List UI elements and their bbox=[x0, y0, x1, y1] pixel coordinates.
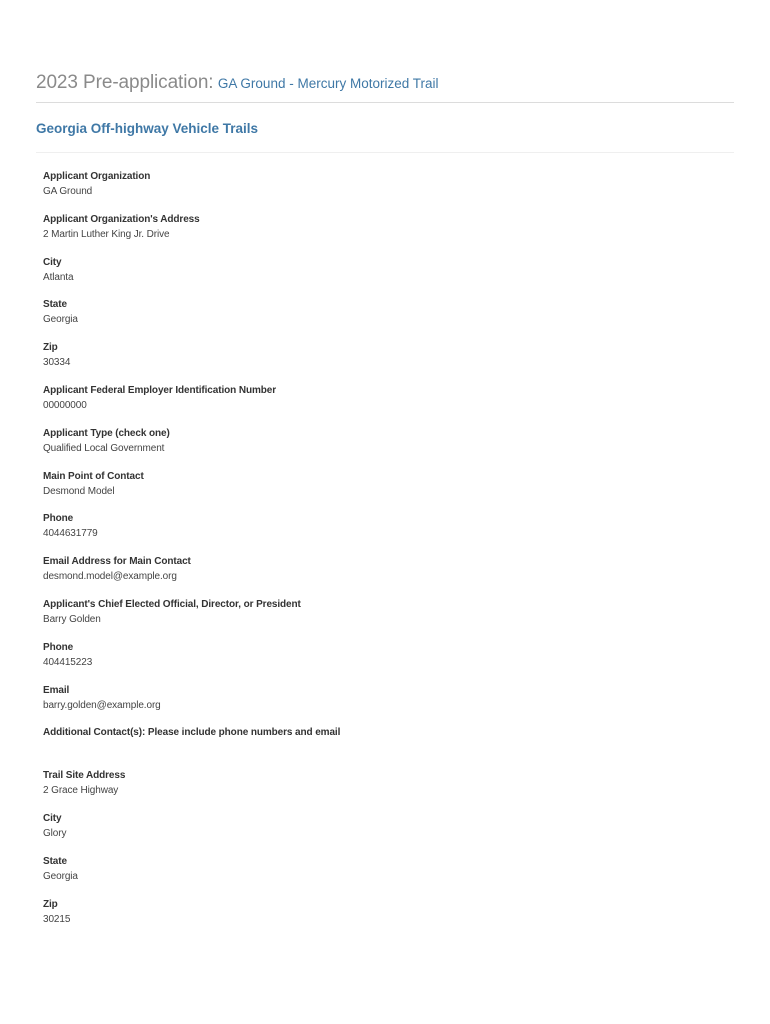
field-value: Desmond Model bbox=[43, 485, 115, 497]
field-value: 30215 bbox=[43, 913, 71, 925]
field-value: Atlanta bbox=[43, 271, 74, 283]
field-label: Applicant Organization's Address bbox=[43, 213, 200, 225]
field-value: desmond.model@example.org bbox=[43, 571, 177, 583]
field-main-contact bbox=[43, 470, 723, 513]
field-value: Glory bbox=[43, 827, 67, 839]
field-city bbox=[43, 256, 723, 299]
section-title: Georgia Off-highway Vehicle Trails bbox=[36, 121, 734, 153]
field-label: State bbox=[43, 299, 67, 311]
field-official-phone bbox=[43, 641, 723, 684]
field-applicant-organization bbox=[43, 170, 723, 213]
field-applicant-type bbox=[43, 427, 723, 470]
page-title bbox=[36, 72, 734, 103]
field-label: Email bbox=[43, 684, 70, 696]
field-trail-state bbox=[43, 855, 723, 898]
field-phone bbox=[43, 512, 723, 555]
field-value: 4044631779 bbox=[43, 528, 98, 540]
field-label: Applicant Federal Employer Identification Number bbox=[43, 384, 277, 396]
field-label: Phone bbox=[43, 513, 74, 525]
field-label: Main Point of Contact bbox=[43, 470, 144, 482]
field-label: Phone bbox=[43, 641, 74, 653]
application-name: GA Ground - Mercury Motorized Trail bbox=[217, 76, 439, 91]
field-label: Additional Contact(s): Please include phone numbers and email bbox=[43, 727, 341, 739]
field-trail-city bbox=[43, 812, 723, 855]
field-official-email bbox=[43, 684, 723, 727]
field-trail-site-address bbox=[43, 769, 723, 812]
field-applicant-address bbox=[43, 213, 723, 256]
field-fein bbox=[43, 384, 723, 427]
field-label: Applicant Organization bbox=[43, 171, 151, 182]
field-additional-contacts bbox=[43, 726, 723, 769]
field-value: 30334 bbox=[43, 357, 71, 369]
field-trail-zip bbox=[43, 898, 723, 941]
field-label: Email Address for Main Contact bbox=[43, 556, 191, 568]
field-state bbox=[43, 298, 723, 341]
field-list bbox=[43, 170, 723, 940]
field-label: City bbox=[43, 256, 62, 268]
field-label: Applicant Type (check one) bbox=[43, 427, 170, 439]
title-prefix: 2023 Pre-application: bbox=[36, 72, 214, 93]
field-value: 00000000 bbox=[43, 399, 87, 411]
field-label: Applicant's Chief Elected Official, Director, or President bbox=[43, 598, 301, 610]
field-value: GA Ground bbox=[43, 186, 93, 197]
field-zip bbox=[43, 341, 723, 384]
field-value: 404415223 bbox=[43, 656, 93, 668]
field-value: 2 Grace Highway bbox=[43, 785, 119, 797]
field-label: City bbox=[43, 812, 62, 824]
field-value: Qualified Local Government bbox=[43, 442, 165, 454]
field-label: State bbox=[43, 855, 67, 867]
field-label: Zip bbox=[43, 342, 58, 354]
field-value: Barry Golden bbox=[43, 613, 101, 625]
field-label: Trail Site Address bbox=[43, 770, 126, 782]
field-value: 2 Martin Luther King Jr. Drive bbox=[43, 228, 170, 240]
field-value: barry.golden@example.org bbox=[43, 699, 161, 711]
field-value: Georgia bbox=[43, 314, 78, 326]
field-value: Georgia bbox=[43, 870, 78, 882]
field-main-contact-email bbox=[43, 555, 723, 598]
field-label: Zip bbox=[43, 898, 58, 910]
field-chief-official bbox=[43, 598, 723, 641]
